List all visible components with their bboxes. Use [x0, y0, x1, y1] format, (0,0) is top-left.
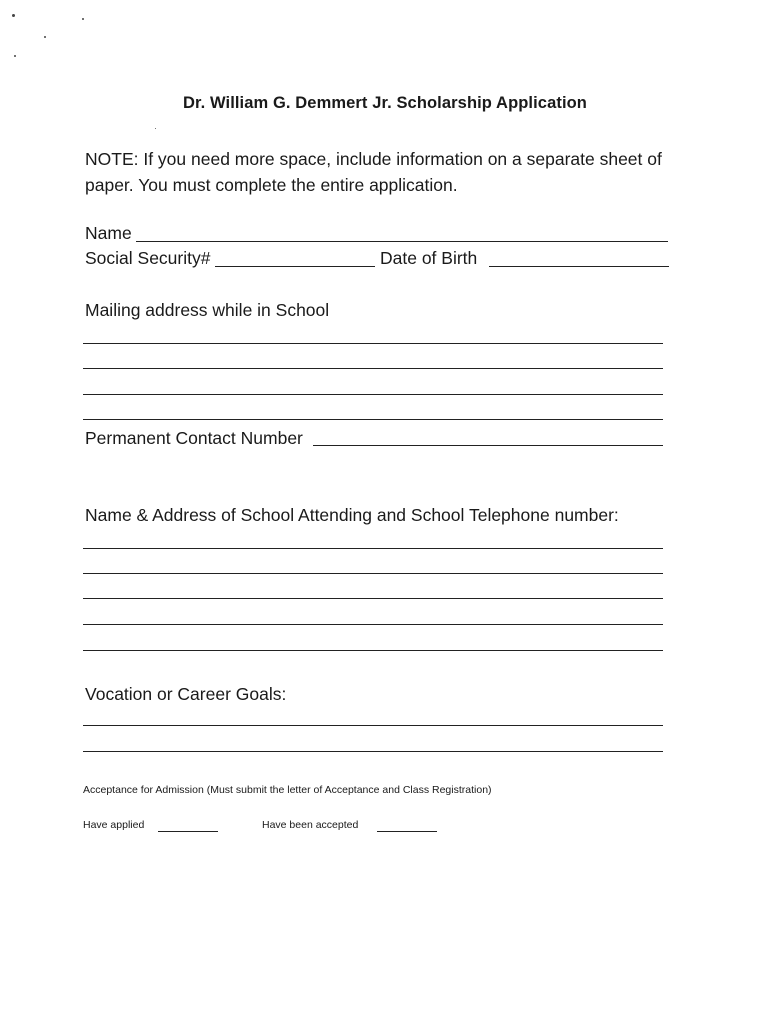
- contact-number-label: Permanent Contact Number: [85, 428, 303, 448]
- scan-speck: [14, 55, 16, 57]
- instructions-note: NOTE: If you need more space, include information on a separate sheet of paper. You must complete the entire application.: [85, 149, 662, 195]
- acceptance-heading: Acceptance for Admission (Must submit the letter of Acceptance and Class Registration): [83, 784, 492, 796]
- have-been-accepted-field[interactable]: [377, 831, 437, 832]
- scan-speck: [12, 14, 15, 17]
- have-applied-field[interactable]: [158, 831, 218, 832]
- school-info-line-2[interactable]: [83, 573, 663, 574]
- contact-number-field[interactable]: [313, 445, 663, 446]
- mailing-address-line-3[interactable]: [83, 394, 663, 395]
- school-info-line-5[interactable]: [83, 650, 663, 651]
- mailing-address-label: Mailing address while in School: [85, 300, 330, 320]
- scan-speck: [82, 18, 84, 20]
- have-applied-label: Have applied: [83, 819, 145, 831]
- school-info-label: Name & Address of School Attending and School Telephone number:: [85, 505, 619, 525]
- dob-label: Date of Birth: [380, 248, 478, 268]
- name-label: Name: [85, 223, 132, 243]
- page-title: Dr. William G. Demmert Jr. Scholarship Application: [182, 94, 587, 112]
- mailing-address-line-4[interactable]: [83, 419, 663, 420]
- mailing-address-line-2[interactable]: [83, 368, 663, 369]
- scan-speck: [44, 36, 46, 38]
- career-goals-line-2[interactable]: [83, 751, 663, 752]
- ssn-label: Social Security#: [85, 248, 211, 268]
- mailing-address-line-1[interactable]: [83, 343, 663, 344]
- ssn-field[interactable]: [215, 266, 375, 267]
- dob-field[interactable]: [489, 266, 669, 267]
- scan-speck: [155, 128, 156, 129]
- career-goals-line-1[interactable]: [83, 725, 663, 726]
- have-been-accepted-label: Have been accepted: [262, 819, 359, 831]
- school-info-line-1[interactable]: [83, 548, 663, 549]
- school-info-line-3[interactable]: [83, 598, 663, 599]
- career-goals-label: Vocation or Career Goals:: [85, 684, 287, 704]
- school-info-line-4[interactable]: [83, 624, 663, 625]
- name-field[interactable]: [136, 241, 668, 242]
